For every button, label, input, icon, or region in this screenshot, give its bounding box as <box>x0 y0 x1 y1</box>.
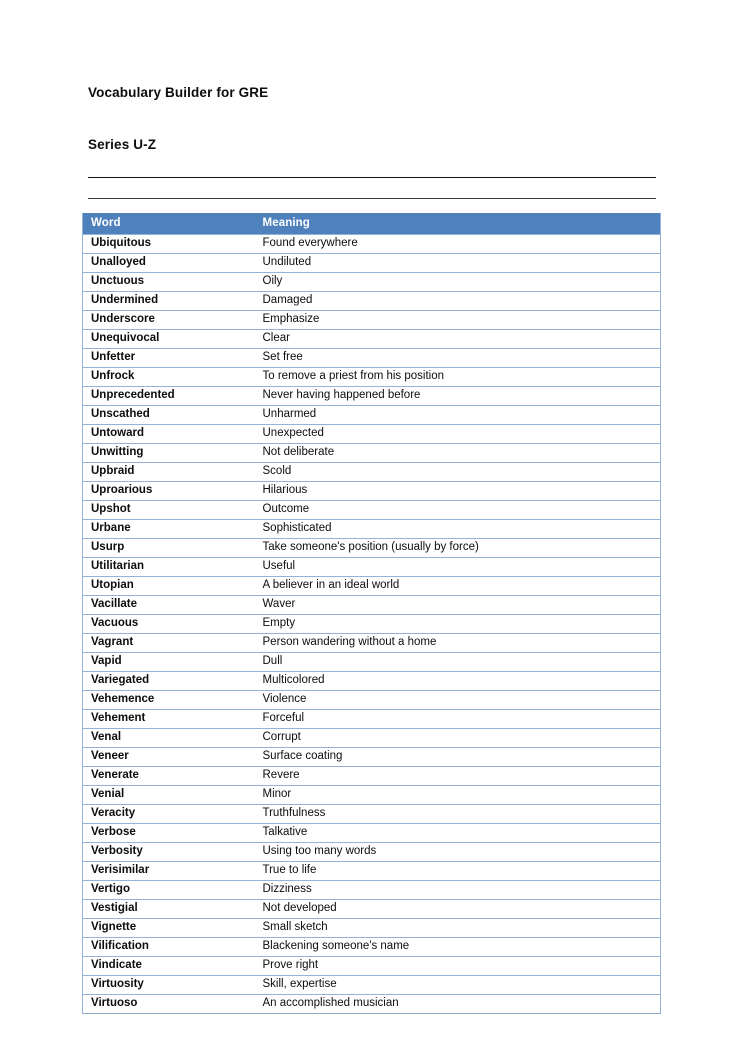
table-row <box>83 766 661 785</box>
cell-meaning: Unexpected <box>255 424 661 443</box>
cell-word: Unctuous <box>83 272 255 291</box>
cell-meaning: Person wandering without a home <box>255 633 661 652</box>
cell-meaning: Small sketch <box>255 918 661 937</box>
cell-word: Unscathed <box>83 405 255 424</box>
table-row <box>83 443 661 462</box>
table-row <box>83 652 661 671</box>
table-header-row <box>83 213 661 235</box>
cell-meaning: Useful <box>255 557 661 576</box>
table-row <box>83 899 661 918</box>
table-row <box>83 405 661 424</box>
cell-word: Unwitting <box>83 443 255 462</box>
cell-meaning: Not deliberate <box>255 443 661 462</box>
cell-word: Unalloyed <box>83 253 255 272</box>
cell-word: Vacuous <box>83 614 255 633</box>
cell-meaning: Revere <box>255 766 661 785</box>
cell-meaning: Emphasize <box>255 310 661 329</box>
cell-word: Veracity <box>83 804 255 823</box>
table-header <box>83 213 661 235</box>
table-row <box>83 823 661 842</box>
table-row <box>83 234 661 253</box>
cell-meaning: Skill, expertise <box>255 975 661 994</box>
cell-word: Utopian <box>83 576 255 595</box>
table-row <box>83 462 661 481</box>
cell-word: Venerate <box>83 766 255 785</box>
cell-word: Unprecedented <box>83 386 255 405</box>
table-row <box>83 538 661 557</box>
cell-word: Variegated <box>83 671 255 690</box>
cell-word: Usurp <box>83 538 255 557</box>
cell-meaning: Corrupt <box>255 728 661 747</box>
cell-word: Upshot <box>83 500 255 519</box>
cell-meaning: Multicolored <box>255 671 661 690</box>
table-row <box>83 348 661 367</box>
table-row <box>83 500 661 519</box>
table-row <box>83 994 661 1013</box>
table-row <box>83 728 661 747</box>
cell-word: Vindicate <box>83 956 255 975</box>
cell-word: Verbose <box>83 823 255 842</box>
vocabulary-table-container <box>82 213 660 1014</box>
column-header-word: Word <box>83 213 255 235</box>
cell-meaning: Outcome <box>255 500 661 519</box>
cell-meaning: Never having happened before <box>255 386 661 405</box>
cell-meaning: Using too many words <box>255 842 661 861</box>
document-body <box>82 84 662 1014</box>
table-row <box>83 880 661 899</box>
cell-meaning: Damaged <box>255 291 661 310</box>
cell-meaning: Truthfulness <box>255 804 661 823</box>
table-row <box>83 975 661 994</box>
cell-word: Vagrant <box>83 633 255 652</box>
table-row <box>83 272 661 291</box>
cell-meaning: To remove a priest from his position <box>255 367 661 386</box>
table-row <box>83 291 661 310</box>
horizontal-rule-top <box>88 177 656 178</box>
cell-word: Utilitarian <box>83 557 255 576</box>
cell-meaning: Sophisticated <box>255 519 661 538</box>
table-row <box>83 785 661 804</box>
cell-word: Verbosity <box>83 842 255 861</box>
cell-word: Unequivocal <box>83 329 255 348</box>
cell-word: Verisimilar <box>83 861 255 880</box>
cell-meaning: Found everywhere <box>262 237 358 249</box>
table-row <box>83 842 661 861</box>
cell-word: Untoward <box>83 424 255 443</box>
cell-meaning: Unharmed <box>255 405 661 424</box>
page-subtitle: Series U-Z <box>88 137 157 152</box>
cell-meaning: Minor <box>255 785 661 804</box>
cell-meaning: Blackening someone's name <box>255 937 661 956</box>
table-row <box>83 253 661 272</box>
header-rules <box>88 177 656 199</box>
table-row <box>83 747 661 766</box>
cell-meaning: Dizziness <box>255 880 661 899</box>
table-row <box>83 557 661 576</box>
cell-word: Vestigial <box>83 899 255 918</box>
cell-meaning: Forceful <box>255 709 661 728</box>
cell-word: Venal <box>83 728 255 747</box>
cell-meaning: Hilarious <box>255 481 661 500</box>
cell-word: Upbraid <box>83 462 255 481</box>
cell-word: Undermined <box>83 291 255 310</box>
table-row <box>83 709 661 728</box>
cell-meaning: Talkative <box>255 823 661 842</box>
cell-meaning: True to life <box>255 861 661 880</box>
cell-word: Virtuoso <box>83 994 255 1013</box>
table-row <box>83 329 661 348</box>
cell-word: Vignette <box>83 918 255 937</box>
table-row <box>83 633 661 652</box>
page-title: Vocabulary Builder for GRE <box>88 85 269 100</box>
table-row <box>83 614 661 633</box>
cell-meaning: Violence <box>255 690 661 709</box>
cell-word: Ubiquitous <box>91 237 152 249</box>
cell-word: Vertigo <box>83 880 255 899</box>
cell-meaning: Oily <box>255 272 661 291</box>
cell-meaning: Waver <box>255 595 661 614</box>
cell-meaning: An accomplished musician <box>255 994 661 1013</box>
table-row <box>83 690 661 709</box>
cell-word: Vilification <box>83 937 255 956</box>
table-row <box>83 671 661 690</box>
table-body <box>83 234 661 1013</box>
cell-meaning: Surface coating <box>255 747 661 766</box>
cell-word: Vacillate <box>83 595 255 614</box>
cell-word: Venial <box>83 785 255 804</box>
table-row <box>83 595 661 614</box>
cell-word: Veneer <box>83 747 255 766</box>
cell-word: Underscore <box>83 310 255 329</box>
table-row <box>83 956 661 975</box>
table-row <box>83 310 661 329</box>
table-row <box>83 804 661 823</box>
vocabulary-table <box>82 213 661 1014</box>
cell-word: Urbane <box>83 519 255 538</box>
cell-meaning: Undiluted <box>255 253 661 272</box>
cell-meaning: Not developed <box>255 899 661 918</box>
cell-meaning: Set free <box>255 348 661 367</box>
cell-word: Vapid <box>83 652 255 671</box>
column-header-meaning: Meaning <box>255 213 661 235</box>
cell-word: Virtuosity <box>83 975 255 994</box>
horizontal-rule-bottom <box>88 198 656 199</box>
cell-word: Vehement <box>83 709 255 728</box>
table-row <box>83 519 661 538</box>
table-row <box>83 386 661 405</box>
table-row <box>83 481 661 500</box>
cell-word: Unfrock <box>83 367 255 386</box>
cell-word: Uproarious <box>83 481 255 500</box>
cell-meaning: Dull <box>255 652 661 671</box>
table-row <box>83 861 661 880</box>
cell-meaning: Empty <box>255 614 661 633</box>
cell-meaning: Clear <box>255 329 661 348</box>
cell-word: Vehemence <box>83 690 255 709</box>
cell-meaning: Take someone's position (usually by force) <box>255 538 661 557</box>
cell-word: Unfetter <box>83 348 255 367</box>
cell-meaning: A believer in an ideal world <box>255 576 661 595</box>
table-row <box>83 367 661 386</box>
table-row <box>83 424 661 443</box>
table-row <box>83 937 661 956</box>
cell-meaning: Scold <box>255 462 661 481</box>
table-row <box>83 918 661 937</box>
table-row <box>83 576 661 595</box>
cell-meaning: Prove right <box>255 956 661 975</box>
